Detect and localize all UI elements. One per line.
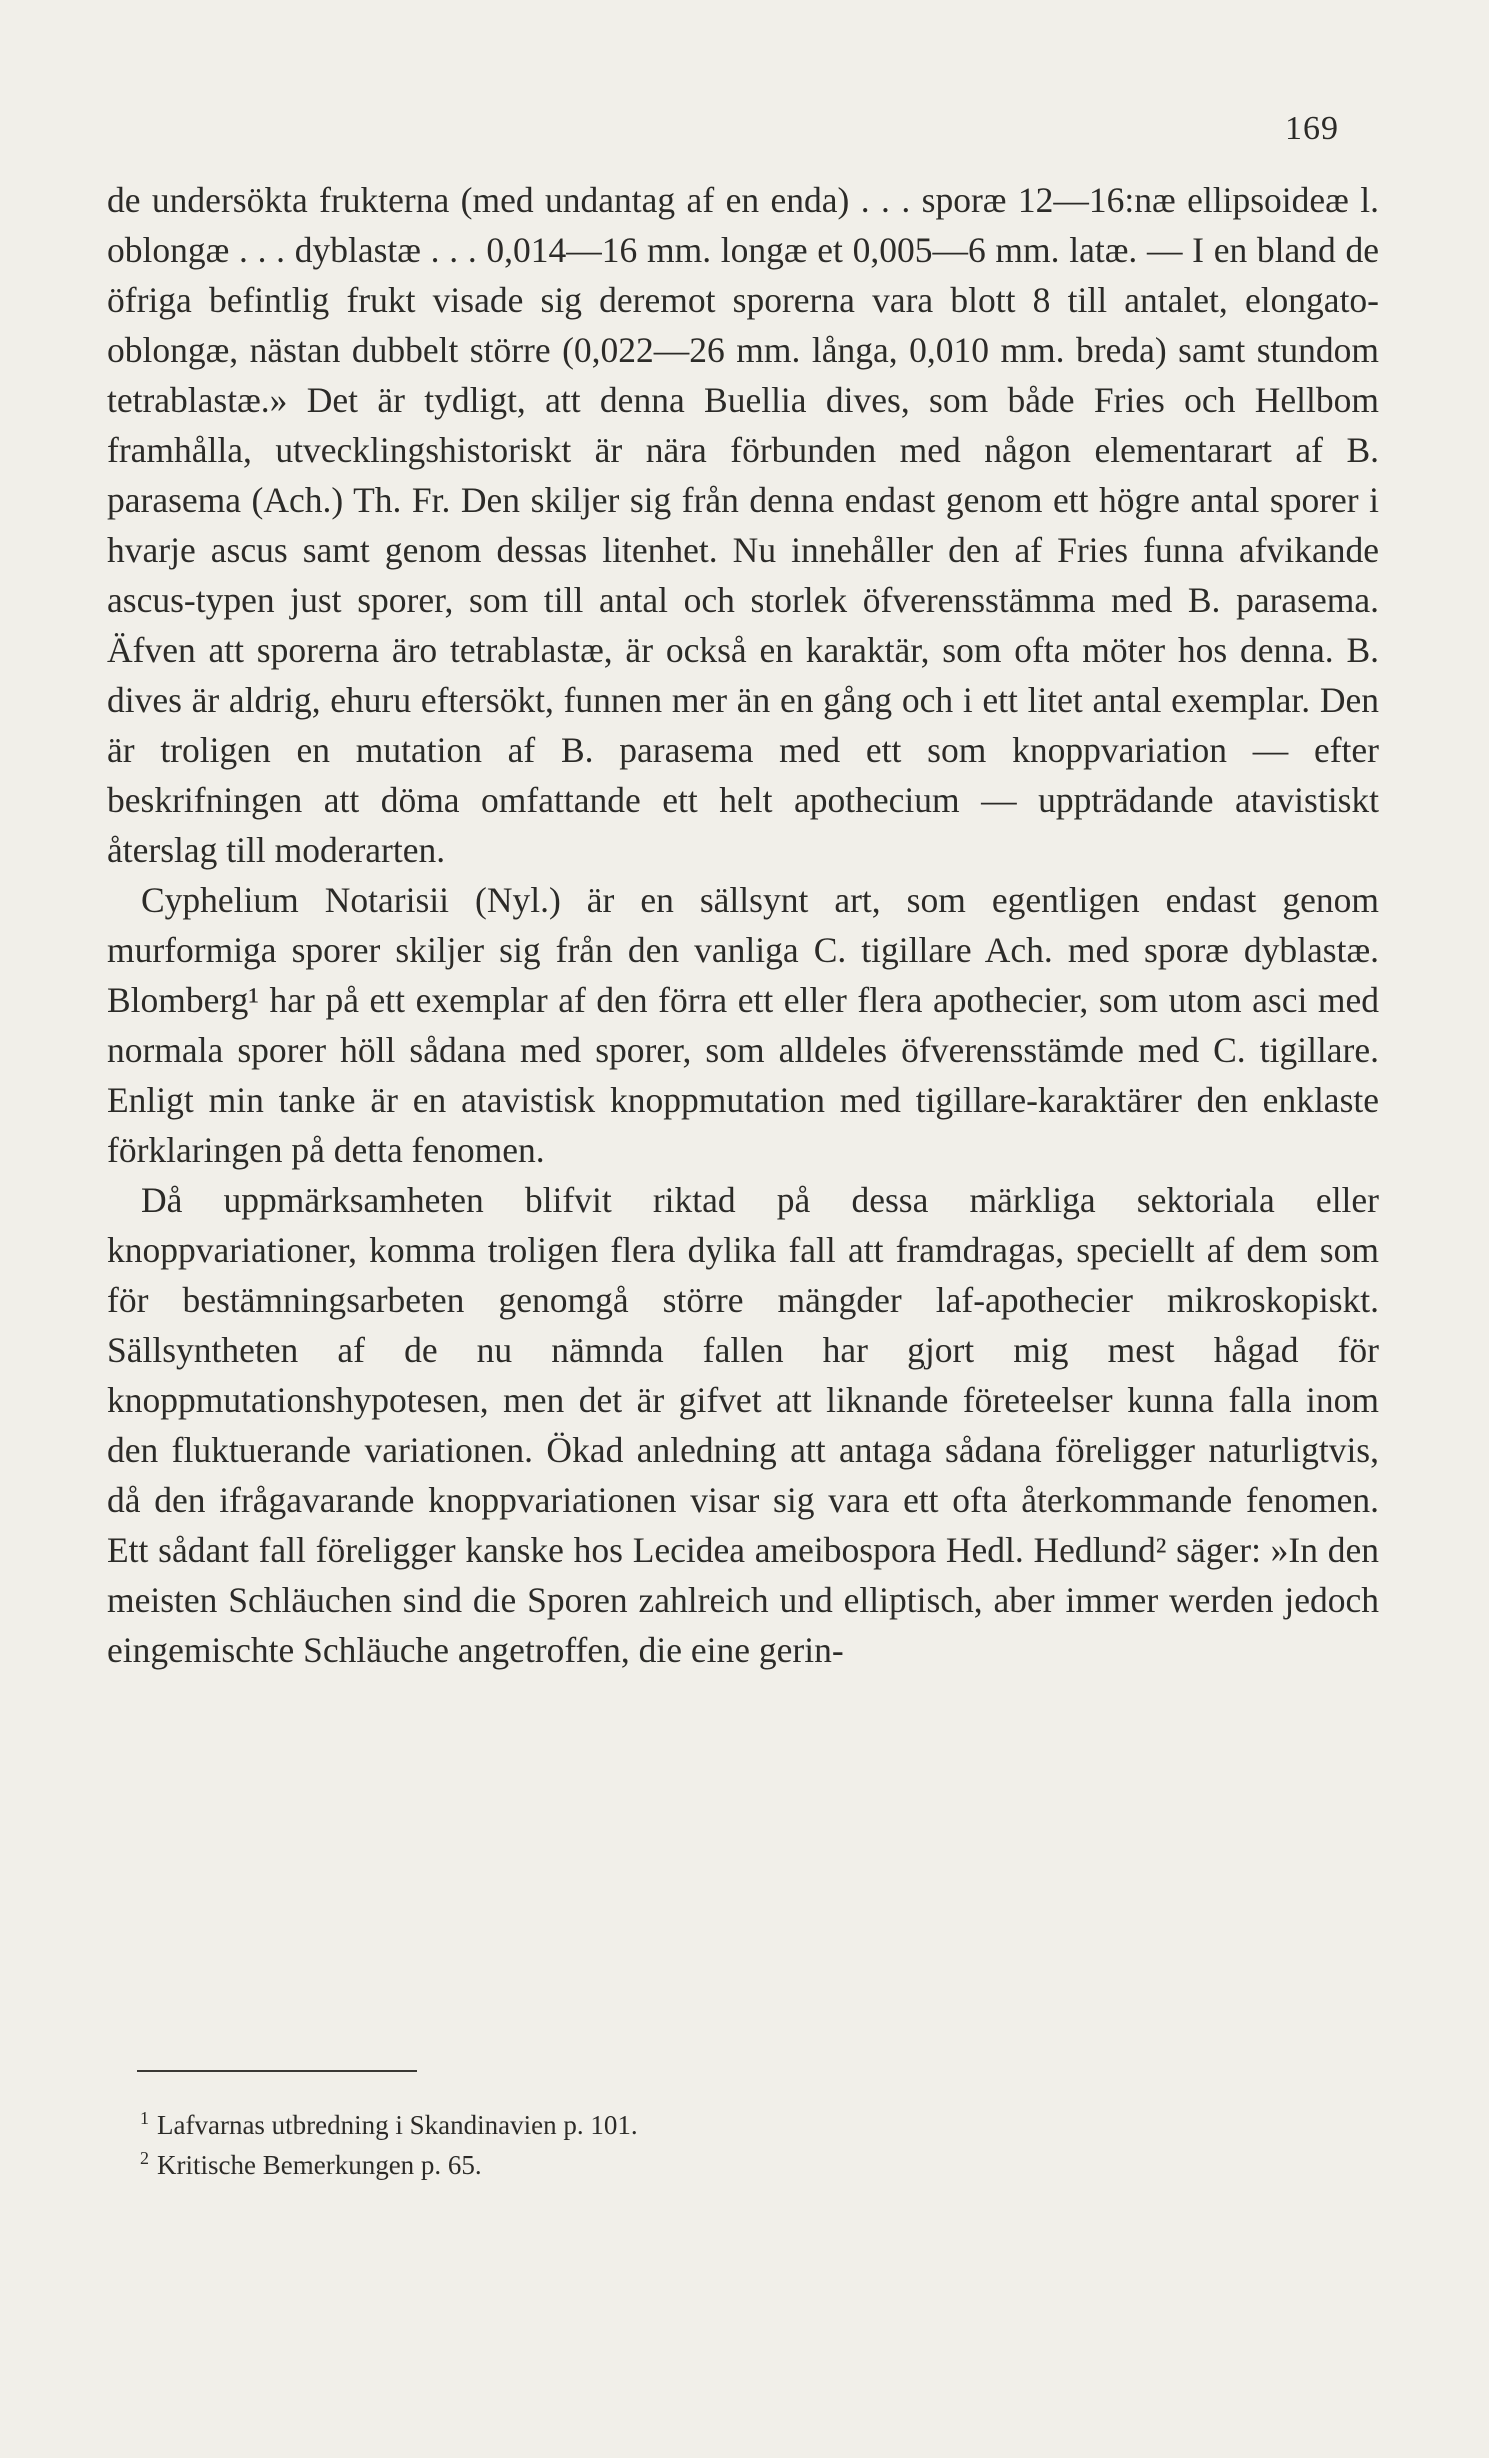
paragraph-1: de undersökta frukterna (med undantag af en enda) . . . sporæ 12—16:næ ellipsoideæ l. oblongæ . . . dyblastæ . . . 0,014—16 mm. longæ et 0,005—6 mm. latæ. — I en bland de öfriga befintlig frukt visade sig deremot sporerna vara blott 8 till antalet, elongato-oblongæ, nästan dubbelt större (0,022—26 mm. långa, 0,010 mm. breda) samt stundom tetrablastæ.» Det är tydligt, att denna Buellia dives, som både Fries och Hellbom framhålla, utvecklingshistoriskt är nära förbunden med någon elementarart af B. parasema (Ach.) Th. Fr. Den skiljer sig från denna endast genom ett högre antal sporer i hvarje ascus samt genom dessas litenhet. Nu innehåller den af Fries funna afvikande ascus-typen just sporer, som till antal och storlek öfverensstämma med B. parasema. Äfven att sporerna äro tetrablastæ, är också en karaktär, som ofta möter hos denna. B. dives är aldrig, ehuru eftersökt, funnen mer än en gång och i ett litet antal exemplar. Den är troligen en mutation af B. parasema med ett som knoppvariation — efter beskrifningen att döma omfattande ett helt apothecium — uppträdande atavistiskt återslag till moderarten. bbox=[107, 180, 1379, 870]
footnote-divider bbox=[137, 2070, 417, 2072]
footnote-text: Lafvarnas utbredning i Skandinavien p. 101. bbox=[157, 2110, 638, 2140]
footnote-text: Kritische Bemerkungen p. 65. bbox=[157, 2150, 482, 2180]
paragraph-3: Då uppmärksamheten blifvit riktad på dessa märkliga sektoriala eller knoppvariationer, komma troligen flera dylika fall att framdragas, speciellt af dem som för bestämningsarbeten genomgå större mängder laf-apothecier mikroskopiskt. Sällsyntheten af de nu nämnda fallen har gjort mig mest hågad för knoppmutationshypotesen, men det är gifvet att liknande företeelser kunna falla inom den fluktuerande variationen. Ökad anledning att antaga sådana föreligger naturligtvis, då den ifrågavarande knoppvariationen visar sig vara ett ofta återkommande fenomen. Ett sådant fall föreligger kanske hos Lecidea ameibospora Hedl. Hedlund² säger: »In den meisten Schläuchen sind die Sporen zahlreich und elliptisch, aber immer werden jedoch eingemischte Schläuche angetroffen, die eine gerin- bbox=[107, 1180, 1379, 1670]
page-number: 169 bbox=[1285, 110, 1339, 147]
body-text bbox=[107, 175, 1379, 1675]
paragraph-2: Cyphelium Notarisii (Nyl.) är en sällsynt art, som egentligen endast genom murformiga sporer skiljer sig från den vanliga C. tigillare Ach. med sporæ dyblastæ. Blomberg¹ har på ett exemplar af den förra ett eller flera apothecier, som utom asci med normala sporer höll sådana med sporer, som alldeles öfverensstämde med C. tigillare. Enligt min tanke är en atavistisk knoppmutation med tigillare-karaktärer den enklaste förklaringen på detta fenomen. bbox=[107, 880, 1379, 1170]
footnote-1 bbox=[140, 2105, 1340, 2145]
footnote-mark: 2 bbox=[140, 2148, 149, 2168]
footnotes bbox=[140, 2105, 1340, 2185]
footnote-2 bbox=[140, 2145, 1340, 2185]
footnote-mark: 1 bbox=[140, 2108, 149, 2128]
